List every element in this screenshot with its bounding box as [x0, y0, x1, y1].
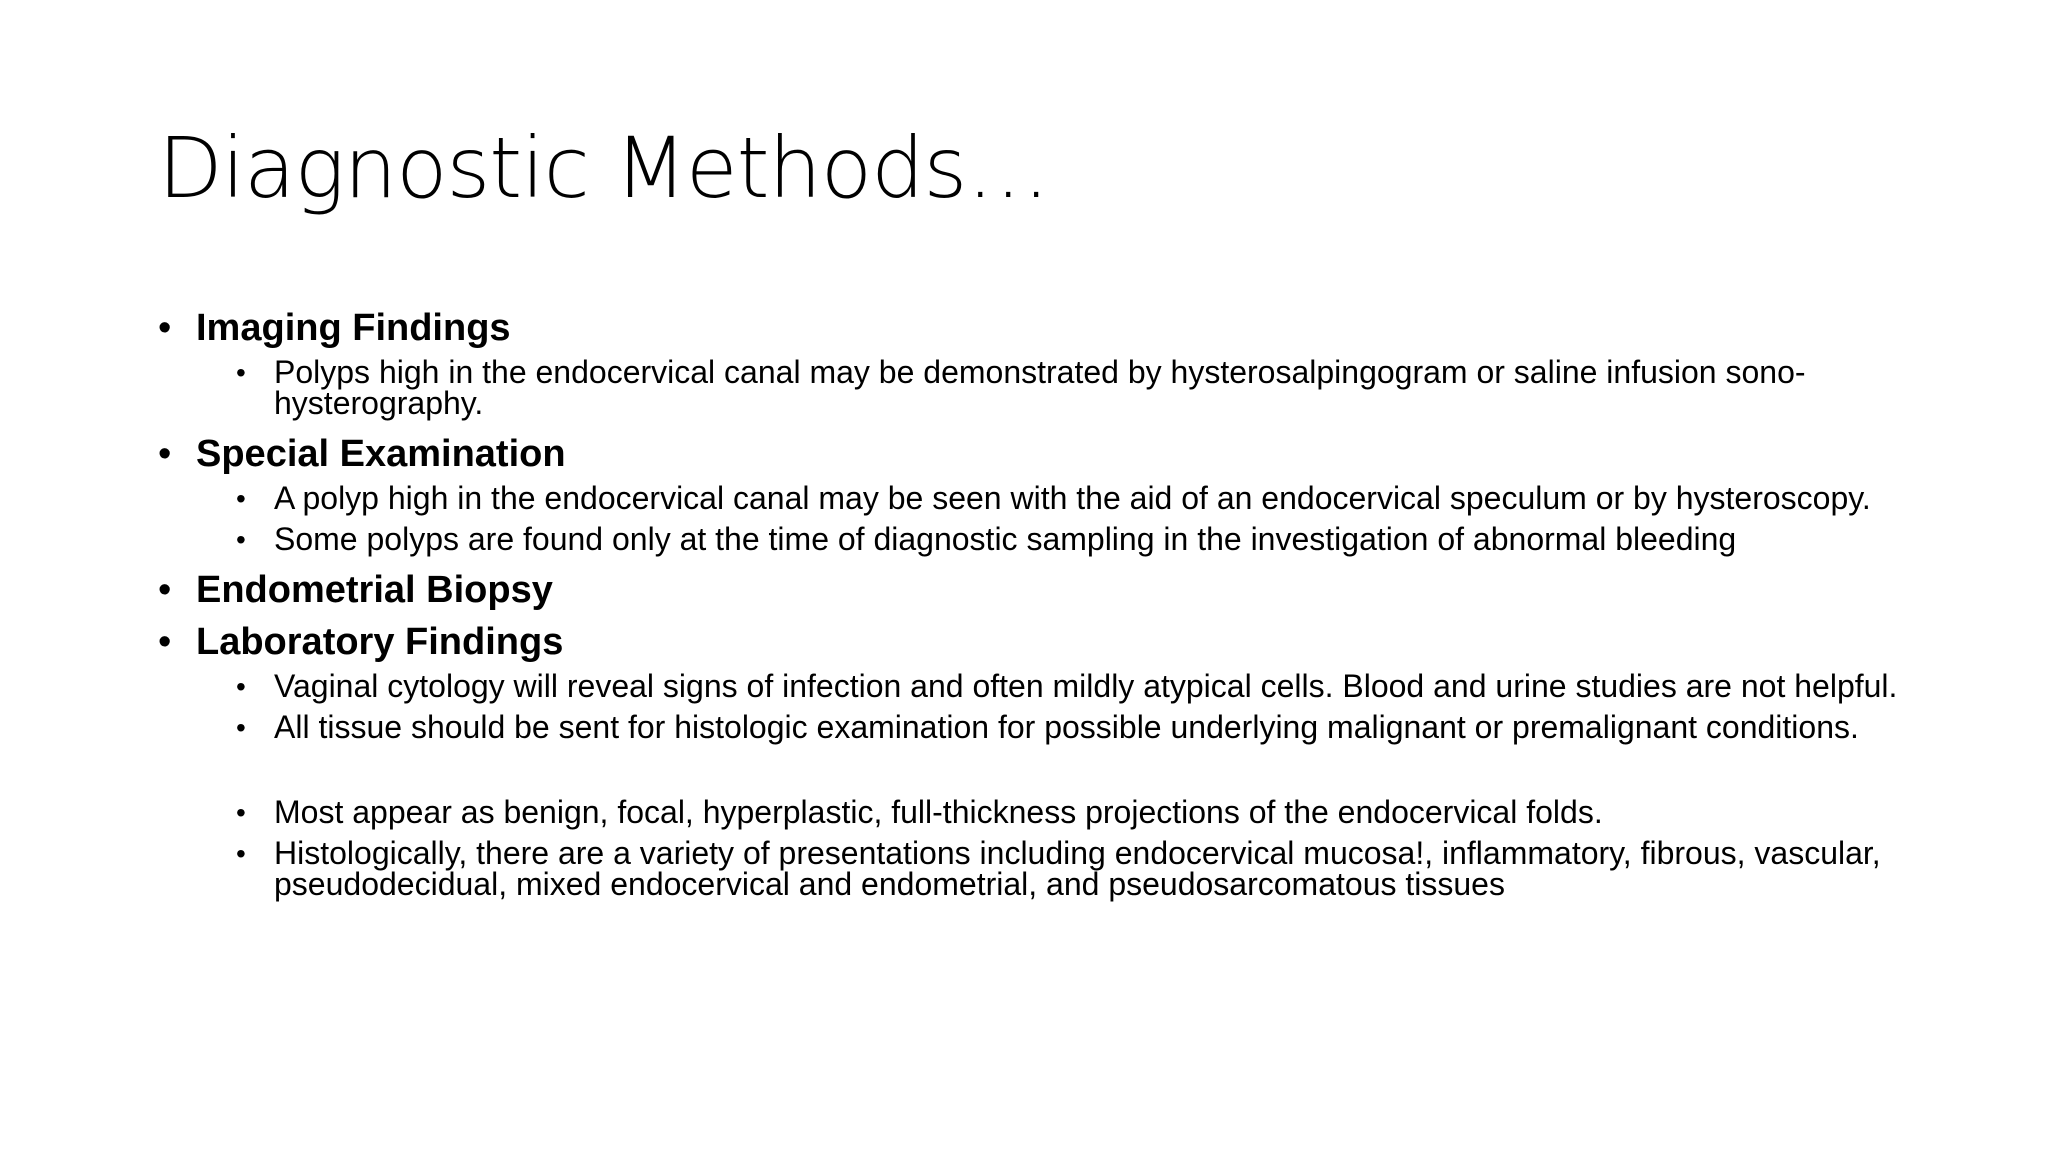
- list-item: [236, 835, 1918, 902]
- slide-title: Diagnostic Methods…: [158, 119, 1050, 217]
- slide-content: [158, 305, 1918, 910]
- list-item-text: Histologically, there are a variety of presentations including endocervical mucosa!, inflammatory, fibrous, vascular, pseudodecidual, mixed endocervical and endometrial, and pseudosarcomatous tissues: [274, 835, 1881, 902]
- list-item: [236, 480, 1918, 516]
- list-item: [236, 794, 1918, 830]
- section-heading-text: Endometrial Biopsy: [196, 569, 553, 611]
- section-heading-text: Laboratory Findings: [196, 621, 564, 663]
- bullet-icon: •: [158, 307, 172, 349]
- bullet-icon: •: [236, 357, 246, 388]
- list-item-text: Most appear as benign, focal, hyperplastic, full-thickness projections of the endocervical folds.: [274, 794, 1603, 830]
- bullet-icon: •: [158, 621, 172, 663]
- section-heading-text: Special Examination: [196, 433, 566, 475]
- bullet-icon: •: [236, 483, 246, 514]
- section-heading-text: Imaging Findings: [196, 307, 511, 349]
- section-heading-laboratory-findings: [158, 619, 1918, 665]
- spacer: [158, 753, 1918, 797]
- list-item: [236, 521, 1918, 557]
- list-item: [236, 668, 1918, 704]
- bullet-icon: •: [236, 712, 246, 743]
- bullet-icon: •: [236, 838, 246, 869]
- list-item: [236, 354, 1918, 421]
- section-heading-special-examination: [158, 431, 1918, 477]
- section-heading-endometrial-biopsy: [158, 567, 1918, 613]
- bullet-icon: •: [236, 797, 246, 828]
- list-item: [236, 709, 1918, 745]
- list-item-text: Polyps high in the endocervical canal may be demonstrated by hysterosalpingogram or saline infusion sono-hysterography.: [274, 354, 1806, 421]
- bullet-icon: •: [236, 524, 246, 555]
- bullet-icon: •: [158, 433, 172, 475]
- list-item-text: Vaginal cytology will reveal signs of infection and often mildly atypical cells. Blood and urine studies are not helpful.: [274, 668, 1898, 704]
- bullet-icon: •: [158, 569, 172, 611]
- list-item-text: A polyp high in the endocervical canal may be seen with the aid of an endocervical speculum or by hysteroscopy.: [274, 480, 1871, 516]
- section-heading-imaging-findings: [158, 305, 1918, 351]
- list-item-text: All tissue should be sent for histologic examination for possible underlying malignant or premalignant conditions.: [274, 709, 1859, 745]
- list-item-text: Some polyps are found only at the time of diagnostic sampling in the investigation of abnormal bleeding: [274, 521, 1737, 557]
- bullet-icon: •: [236, 671, 246, 702]
